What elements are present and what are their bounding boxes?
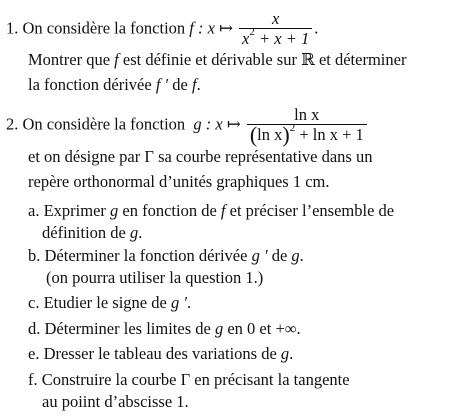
- q1-frac-den-exp: 2: [249, 25, 255, 38]
- q2-line-2: [28, 147, 372, 167]
- item-b-g: g: [291, 246, 300, 265]
- item-d-text-1: d. Déterminer les limites de: [28, 319, 211, 338]
- q2-frac-numerator: ln x: [294, 105, 320, 124]
- item-a-line-2: [42, 223, 142, 243]
- q2-den-open: (: [249, 122, 258, 147]
- q1-l2-f: f: [114, 50, 119, 69]
- q2-line-3: [28, 172, 330, 192]
- item-d-text-2: en 0 et: [227, 319, 272, 338]
- q2-l2-a: et on désigne par: [28, 147, 141, 166]
- q1-frac-den-rest: + x + 1: [258, 29, 310, 48]
- q1-l2-c: et déterminer: [318, 50, 407, 69]
- item-a-line-1: [28, 201, 394, 221]
- item-b-line-1: [28, 246, 304, 266]
- q2-map: : x ↦: [205, 114, 241, 134]
- item-f-line-2: [42, 392, 189, 412]
- q1-l2-a: Montrer que: [28, 50, 111, 69]
- q1-l3-a: la fonction dérivée: [28, 75, 152, 94]
- item-f-line-1: [28, 370, 350, 390]
- q1-line-1: [6, 10, 318, 49]
- q1-l2-R: ℝ: [301, 50, 315, 69]
- item-d-g: g: [214, 319, 224, 338]
- q2-den-rest: + ln x + 1: [299, 125, 364, 144]
- item-c-line: [28, 293, 191, 313]
- item-a-text-3: et préciser l’ensemble de: [229, 201, 395, 220]
- item-d-infinity: +∞: [275, 319, 297, 338]
- item-a-period: .: [138, 223, 143, 242]
- item-b-text-1: b. Déterminer la fonction dérivée: [28, 246, 248, 265]
- item-f-text-2: en précisant la tangente: [194, 370, 350, 389]
- item-e-line: [28, 344, 293, 364]
- item-a-text-1: a. Exprimer: [28, 201, 106, 220]
- q1-fraction: [239, 10, 312, 49]
- item-a-g2: g: [129, 223, 139, 242]
- item-d-line: [28, 319, 301, 339]
- q1-f-symbol: f: [189, 18, 194, 38]
- q2-fraction: [247, 106, 367, 145]
- q2-gamma: Γ: [144, 147, 154, 166]
- q2-lead: On considère la fonction: [22, 114, 186, 134]
- item-b-line-2: [46, 268, 263, 288]
- q1-frac-den-x: x: [242, 29, 250, 48]
- q1-l3-fprime: f ′: [155, 75, 169, 94]
- item-f-gamma: Γ: [180, 370, 191, 389]
- item-a-text-4: définition de: [42, 223, 126, 242]
- q2-number: 2.: [6, 114, 19, 134]
- item-a-g: g: [110, 201, 119, 220]
- item-c-text: c. Etudier le signe de: [28, 293, 167, 312]
- item-b-gprime: g ′: [251, 246, 268, 265]
- q2-den-exp: 2: [289, 121, 296, 134]
- q1-line-3: [28, 75, 201, 95]
- item-a-text-2: en fonction de: [122, 201, 217, 220]
- item-e-text: e. Dresser le tableau des variations de: [28, 344, 277, 363]
- q2-g-symbol: g: [193, 114, 202, 134]
- q2-l3: repère orthonormal d’unités graphiques 1 cm.: [28, 172, 330, 191]
- q1-frac-numerator: x: [271, 9, 280, 28]
- q1-line-2: [28, 50, 406, 70]
- item-b-hint: (on pourra utiliser la question 1.): [46, 268, 264, 287]
- q1-l3-b: de: [172, 75, 188, 94]
- item-b-period: .: [299, 246, 304, 265]
- q2-den-close: ): [282, 122, 290, 147]
- item-a-f: f: [220, 201, 226, 220]
- q1-number: 1.: [6, 18, 19, 38]
- q2-l2-b: sa courbe représentative dans un: [158, 147, 373, 166]
- q1-lead: On considère la fonction: [22, 18, 186, 38]
- q1-l2-b: est définie et dérivable sur: [122, 50, 297, 69]
- item-e-period: .: [289, 344, 294, 363]
- item-c-gprime: g ′: [170, 293, 187, 312]
- q1-l3-c: .: [196, 75, 201, 94]
- item-e-g: g: [280, 344, 290, 363]
- item-f-text-1: f. Construire la courbe: [28, 370, 177, 389]
- item-f-text-3: au poiint d’abscisse 1.: [42, 392, 189, 411]
- item-c-period: .: [186, 293, 192, 312]
- q2-den-ln: ln x: [257, 125, 283, 144]
- item-b-text-2: de: [271, 246, 288, 265]
- q1-l3-f: f: [191, 75, 197, 94]
- q1-period: .: [314, 18, 319, 38]
- q1-map: : x ↦: [198, 18, 233, 38]
- item-d-period: .: [296, 319, 301, 338]
- q2-line-1: [6, 106, 369, 145]
